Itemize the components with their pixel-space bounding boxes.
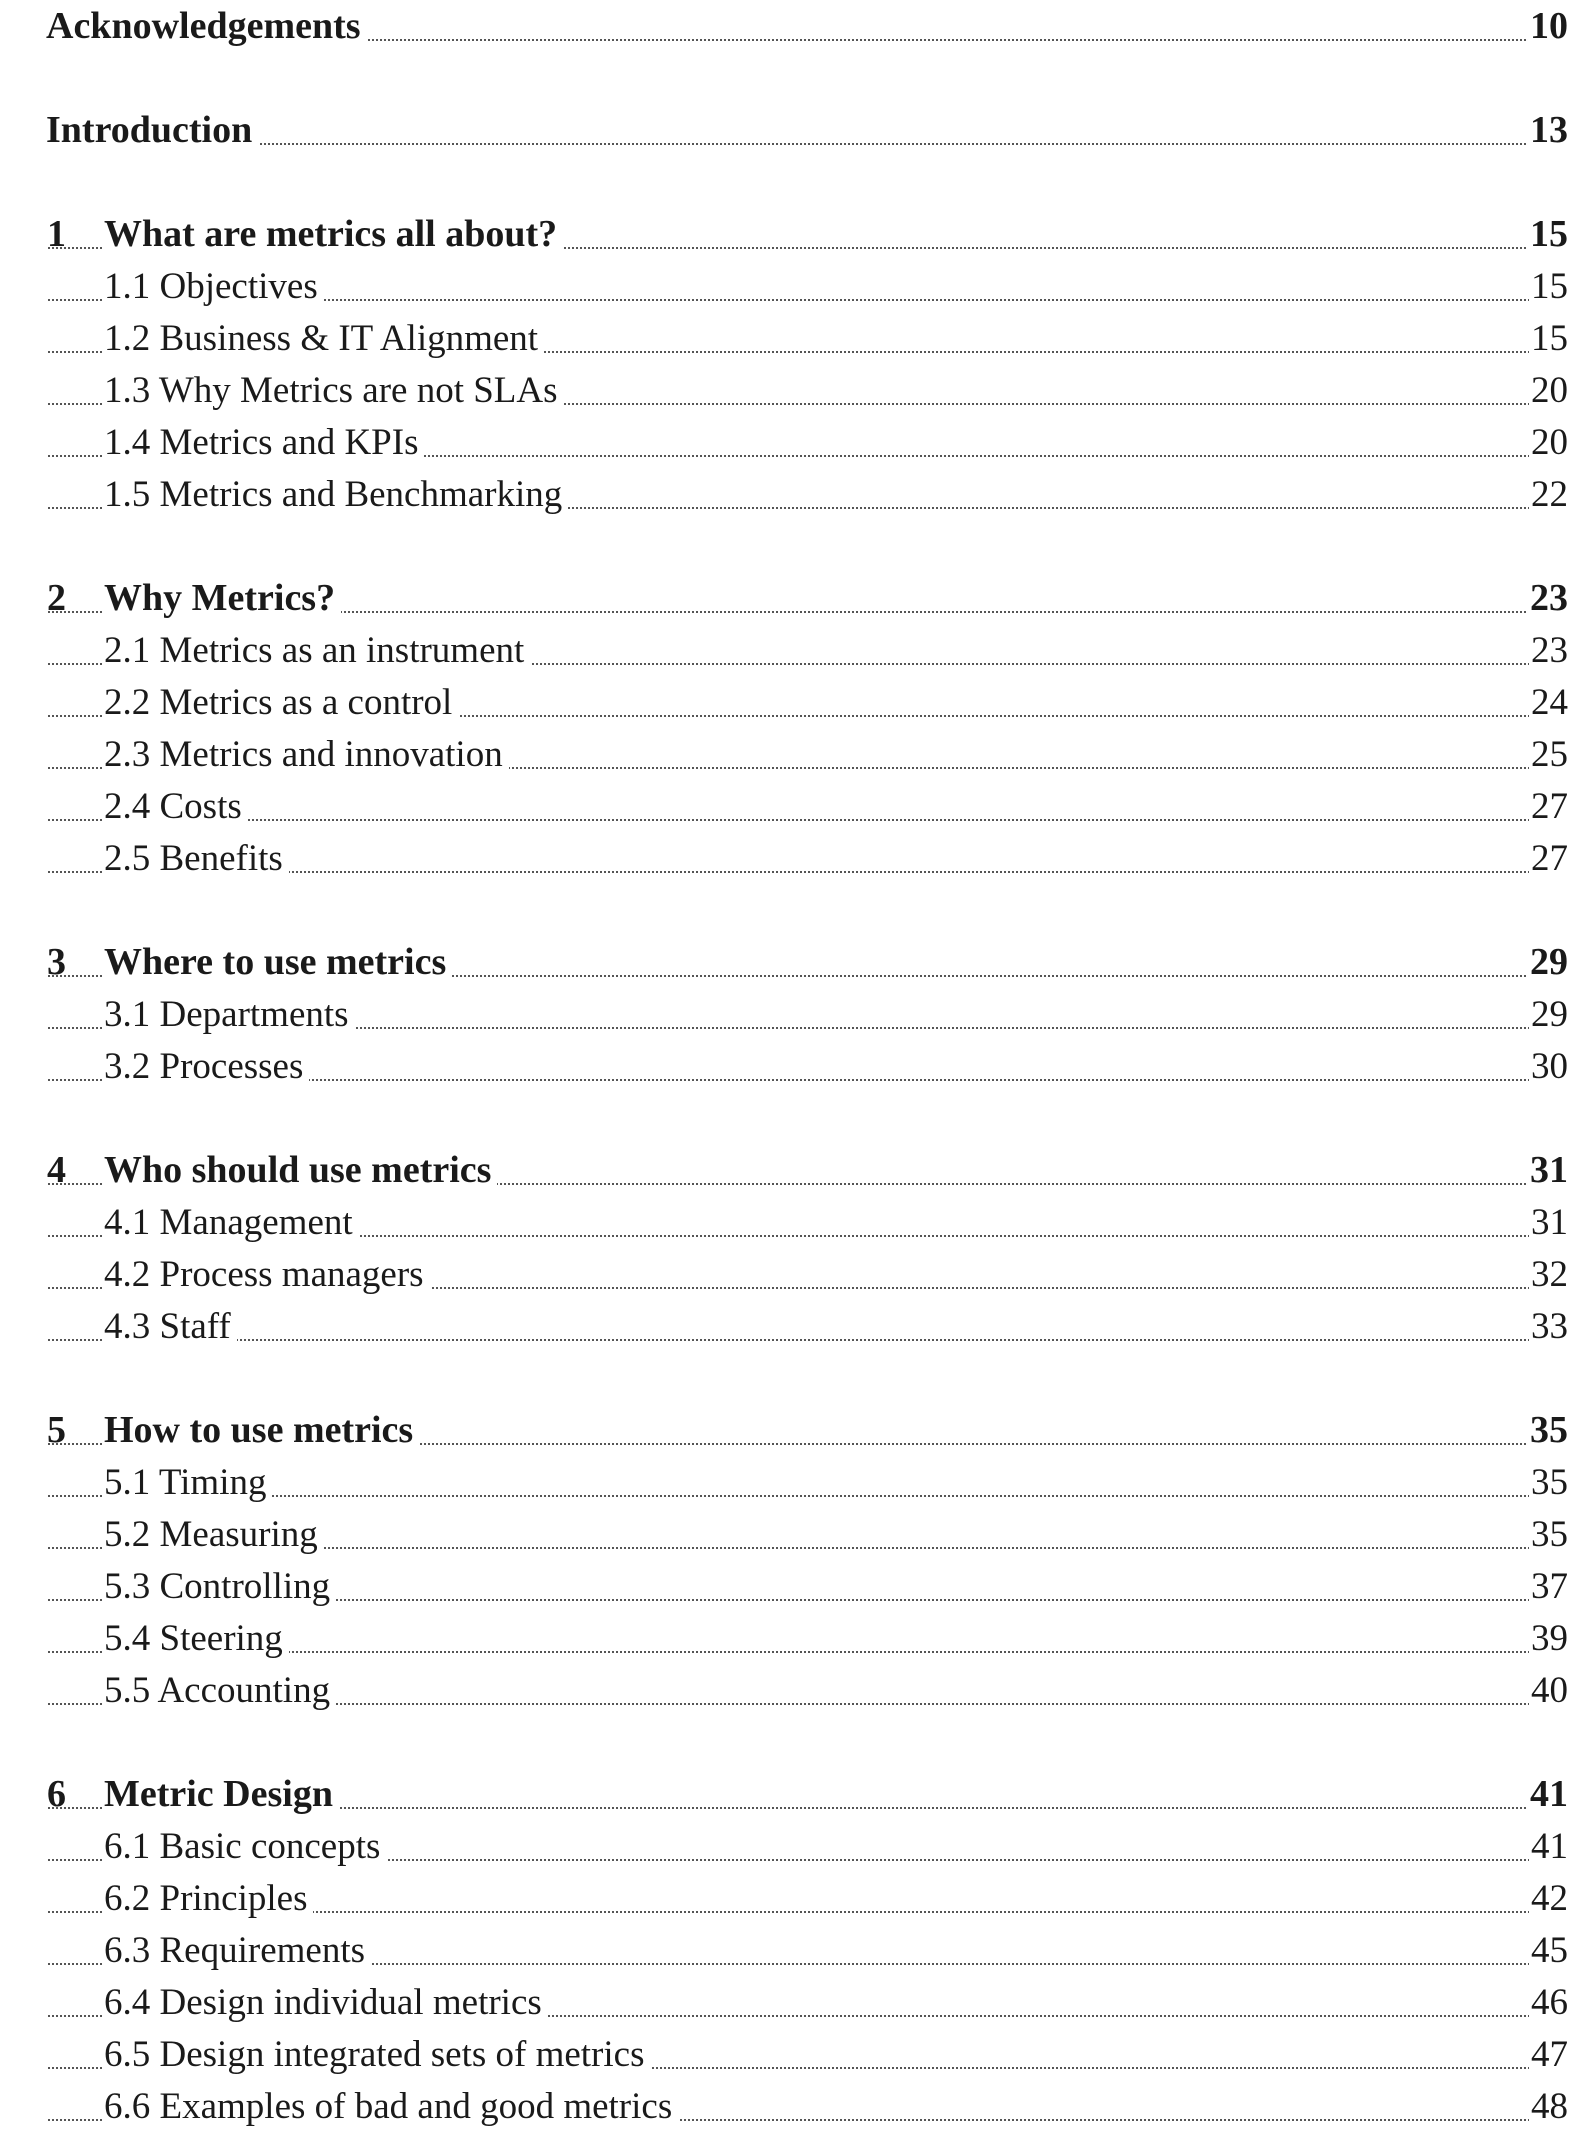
toc-section[interactable] — [0, 832, 1584, 884]
section-title: 4.3 Staff — [104, 1308, 237, 1345]
toc-section[interactable] — [0, 1872, 1584, 1924]
section-title: 2.5 Benefits — [104, 840, 289, 877]
section-page: 25 — [1531, 734, 1568, 775]
section-page: 20 — [1531, 370, 1568, 411]
toc-section[interactable] — [0, 1300, 1584, 1352]
chapter-page: 15 — [1530, 213, 1568, 255]
toc-section[interactable] — [0, 1820, 1584, 1872]
section-title: 3.1 Departments — [104, 996, 355, 1033]
section-page: 29 — [1531, 994, 1568, 1035]
section-page: 46 — [1531, 1982, 1568, 2023]
section-page: 27 — [1531, 786, 1568, 827]
section-title: 4.2 Process managers — [104, 1256, 430, 1293]
dot-leader — [48, 819, 1562, 821]
toc-section[interactable] — [0, 728, 1584, 780]
section-title: 5.5 Accounting — [104, 1672, 336, 1709]
toc-entry-page: 10 — [1530, 5, 1568, 47]
chapter-page: 35 — [1530, 1409, 1568, 1451]
dot-leader — [48, 1495, 1562, 1497]
section-title: 6.1 Basic concepts — [104, 1828, 386, 1865]
toc-chapter-2[interactable] — [0, 572, 1584, 624]
toc-section[interactable] — [0, 416, 1584, 468]
toc-entry-title: Introduction — [46, 111, 258, 149]
toc-section[interactable] — [0, 1976, 1584, 2028]
toc-section[interactable] — [0, 1924, 1584, 1976]
dot-leader — [48, 1339, 1562, 1341]
section-page: 41 — [1531, 1826, 1568, 1867]
section-page: 15 — [1531, 318, 1568, 359]
chapter-title: Why Metrics? — [104, 579, 341, 617]
section-title: 2.1 Metrics as an instrument — [104, 632, 530, 669]
section-page: 23 — [1531, 630, 1568, 671]
chapter-page: 41 — [1530, 1773, 1568, 1815]
chapter-number: 2 — [47, 577, 66, 619]
section-page: 24 — [1531, 682, 1568, 723]
toc-section[interactable] — [0, 312, 1584, 364]
section-page: 39 — [1531, 1618, 1568, 1659]
toc-chapter-3[interactable] — [0, 936, 1584, 988]
chapter-title: What are metrics all about? — [104, 215, 563, 253]
toc-chapter-4[interactable] — [0, 1144, 1584, 1196]
section-page: 32 — [1531, 1254, 1568, 1295]
dot-leader — [48, 143, 1562, 145]
section-title: 6.6 Examples of bad and good metrics — [104, 2088, 678, 2125]
toc-section[interactable] — [0, 1664, 1584, 1716]
section-title: 1.3 Why Metrics are not SLAs — [104, 372, 564, 409]
section-title: 6.5 Design integrated sets of metrics — [104, 2036, 650, 2073]
toc-entry-page: 13 — [1530, 109, 1568, 151]
chapter-title: How to use metrics — [104, 1411, 419, 1449]
chapter-title: Metric Design — [104, 1775, 339, 1813]
toc-section[interactable] — [0, 1456, 1584, 1508]
chapter-title: Where to use metrics — [104, 943, 452, 981]
chapter-number: 4 — [47, 1149, 66, 1191]
section-page: 40 — [1531, 1670, 1568, 1711]
toc-chapter-5[interactable] — [0, 1404, 1584, 1456]
section-page: 42 — [1531, 1878, 1568, 1919]
chapter-number: 1 — [47, 213, 66, 255]
toc-section[interactable] — [0, 1196, 1584, 1248]
section-title: 6.4 Design individual metrics — [104, 1984, 548, 2021]
chapter-number: 3 — [47, 941, 66, 983]
section-title: 6.3 Requirements — [104, 1932, 371, 1969]
section-title: 2.2 Metrics as a control — [104, 684, 458, 721]
section-title: 1.5 Metrics and Benchmarking — [104, 476, 568, 513]
section-page: 35 — [1531, 1462, 1568, 1503]
chapter-page: 29 — [1530, 941, 1568, 983]
chapter-page: 23 — [1530, 577, 1568, 619]
toc-section[interactable] — [0, 1248, 1584, 1300]
section-title: 5.1 Timing — [104, 1464, 272, 1501]
toc-section[interactable] — [0, 1040, 1584, 1092]
chapter-title: Who should use metrics — [104, 1151, 497, 1189]
section-title: 6.2 Principles — [104, 1880, 313, 1917]
section-title: 2.3 Metrics and innovation — [104, 736, 509, 773]
section-title: 1.4 Metrics and KPIs — [104, 424, 424, 461]
section-page: 37 — [1531, 1566, 1568, 1607]
section-title: 5.2 Measuring — [104, 1516, 324, 1553]
toc-section[interactable] — [0, 2080, 1584, 2132]
section-page: 27 — [1531, 838, 1568, 879]
toc-chapter-1[interactable] — [0, 208, 1584, 260]
section-page: 15 — [1531, 266, 1568, 307]
chapter-page: 31 — [1530, 1149, 1568, 1191]
toc-section[interactable] — [0, 2028, 1584, 2080]
section-title: 4.1 Management — [104, 1204, 359, 1241]
section-page: 33 — [1531, 1306, 1568, 1347]
toc-section[interactable] — [0, 1612, 1584, 1664]
section-page: 48 — [1531, 2086, 1568, 2127]
section-title: 3.2 Processes — [104, 1048, 309, 1085]
section-page: 45 — [1531, 1930, 1568, 1971]
section-title: 1.2 Business & IT Alignment — [104, 320, 544, 357]
toc-section[interactable] — [0, 988, 1584, 1040]
toc-chapter-6[interactable] — [0, 1768, 1584, 1820]
toc-section[interactable] — [0, 364, 1584, 416]
toc-entry-acknowledgements[interactable] — [0, 0, 1584, 52]
chapter-number: 5 — [47, 1409, 66, 1451]
section-title: 5.4 Steering — [104, 1620, 289, 1657]
section-title: 1.1 Objectives — [104, 268, 324, 305]
toc-section[interactable] — [0, 1508, 1584, 1560]
toc-entry-introduction[interactable] — [0, 104, 1584, 156]
toc-section[interactable] — [0, 780, 1584, 832]
section-title: 5.3 Controlling — [104, 1568, 336, 1605]
toc-section[interactable] — [0, 676, 1584, 728]
section-page: 47 — [1531, 2034, 1568, 2075]
toc-section[interactable] — [0, 624, 1584, 676]
section-title: 2.4 Costs — [104, 788, 248, 825]
toc-section[interactable] — [0, 1560, 1584, 1612]
toc-section[interactable] — [0, 468, 1584, 520]
section-page: 35 — [1531, 1514, 1568, 1555]
section-page: 31 — [1531, 1202, 1568, 1243]
section-page: 30 — [1531, 1046, 1568, 1087]
toc-entry-title: Acknowledgements — [46, 7, 367, 45]
section-page: 20 — [1531, 422, 1568, 463]
toc-section[interactable] — [0, 260, 1584, 312]
section-page: 22 — [1531, 474, 1568, 515]
chapter-number: 6 — [47, 1773, 66, 1815]
